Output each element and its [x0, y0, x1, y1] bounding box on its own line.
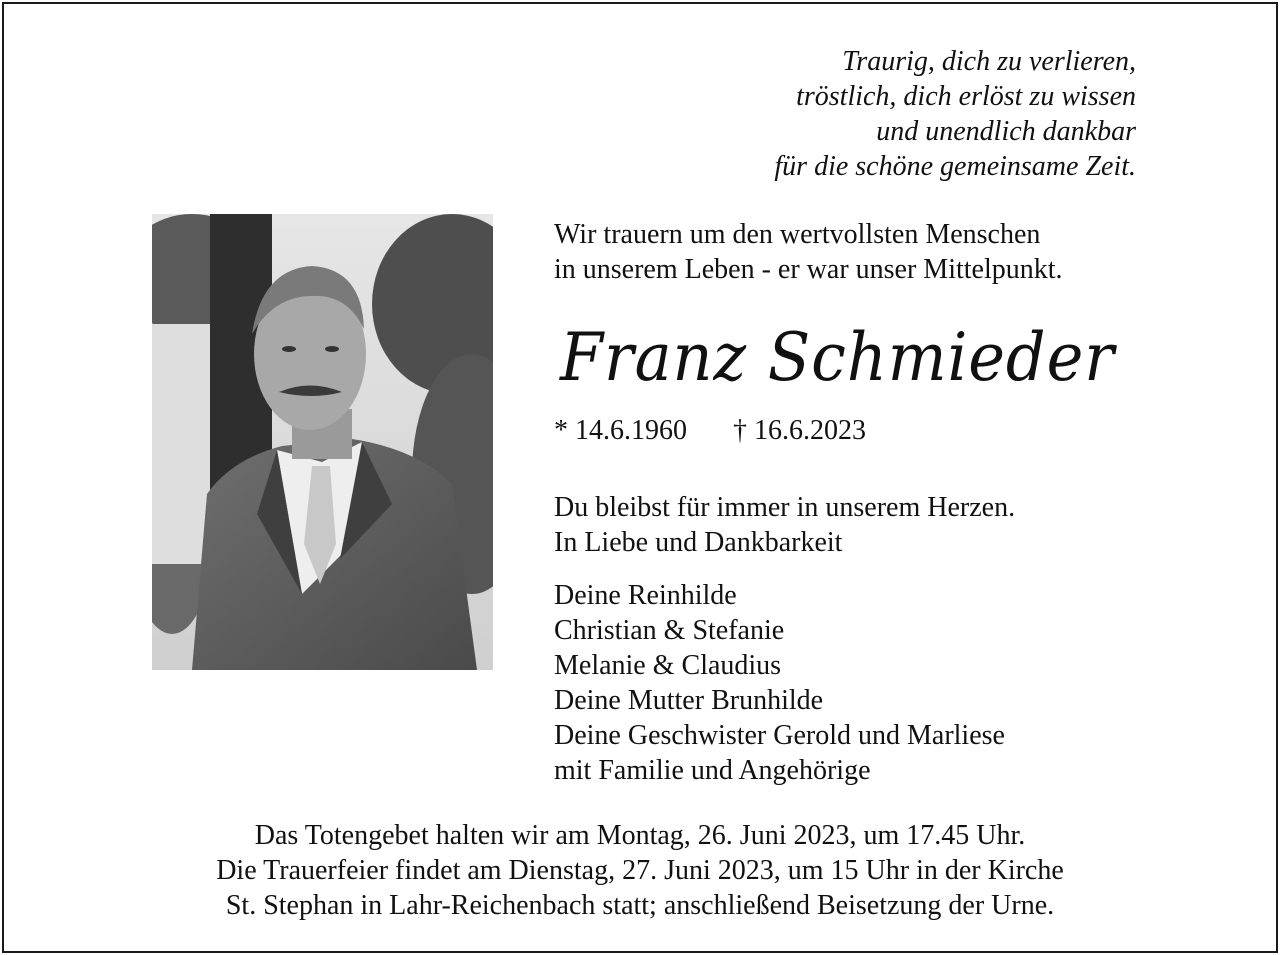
motto-line: tröstlich, dich erlöst zu wissen: [796, 81, 1136, 112]
birth-date: * 14.6.1960: [554, 415, 687, 446]
service-line: Das Totengebet halten wir am Montag, 26. Juni 2023, um 17.45 Uhr.: [254, 820, 1026, 851]
motto-line: für die schöne gemeinsame Zeit.: [774, 151, 1136, 182]
intro-line: Wir trauern um den wertvollsten Menschen: [554, 219, 1041, 250]
portrait-photo-icon: [152, 214, 493, 670]
intro-line: in unserem Leben - er war unser Mittelpunkt.: [554, 254, 1063, 285]
portrait-photo: [152, 214, 493, 670]
mourner-entry: Deine Reinhilde: [554, 580, 737, 611]
life-dates: [554, 413, 866, 448]
mourners-list: [554, 578, 1005, 788]
service-details: [0, 818, 1280, 923]
mourner-entry: Deine Geschwister Gerold und Marliese: [554, 720, 1005, 751]
death-date: † 16.6.2023: [733, 415, 866, 446]
mourner-entry: Deine Mutter Brunhilde: [554, 685, 824, 716]
motto-line: Traurig, dich zu verlieren,: [842, 46, 1136, 77]
closing-line: Du bleibst für immer in unserem Herzen.: [554, 492, 1016, 523]
service-line: Die Trauerfeier findet am Dienstag, 27. Juni 2023, um 15 Uhr in der Kirche: [216, 855, 1064, 886]
closing-text: [554, 490, 1015, 560]
service-line: St. Stephan in Lahr-Reichenbach statt; anschließend Beisetzung der Urne.: [225, 890, 1055, 921]
motto-line: und unendlich dankbar: [876, 116, 1136, 147]
closing-line: In Liebe und Dankbarkeit: [554, 527, 843, 558]
mourner-entry: mit Familie und Angehörige: [554, 755, 871, 786]
intro-text: [554, 217, 1063, 287]
mourner-entry: Christian & Stefanie: [554, 615, 785, 646]
memorial-motto: [774, 44, 1136, 184]
deceased-name: Franz Schmieder: [560, 319, 1115, 396]
mourner-entry: Melanie & Claudius: [554, 650, 782, 681]
